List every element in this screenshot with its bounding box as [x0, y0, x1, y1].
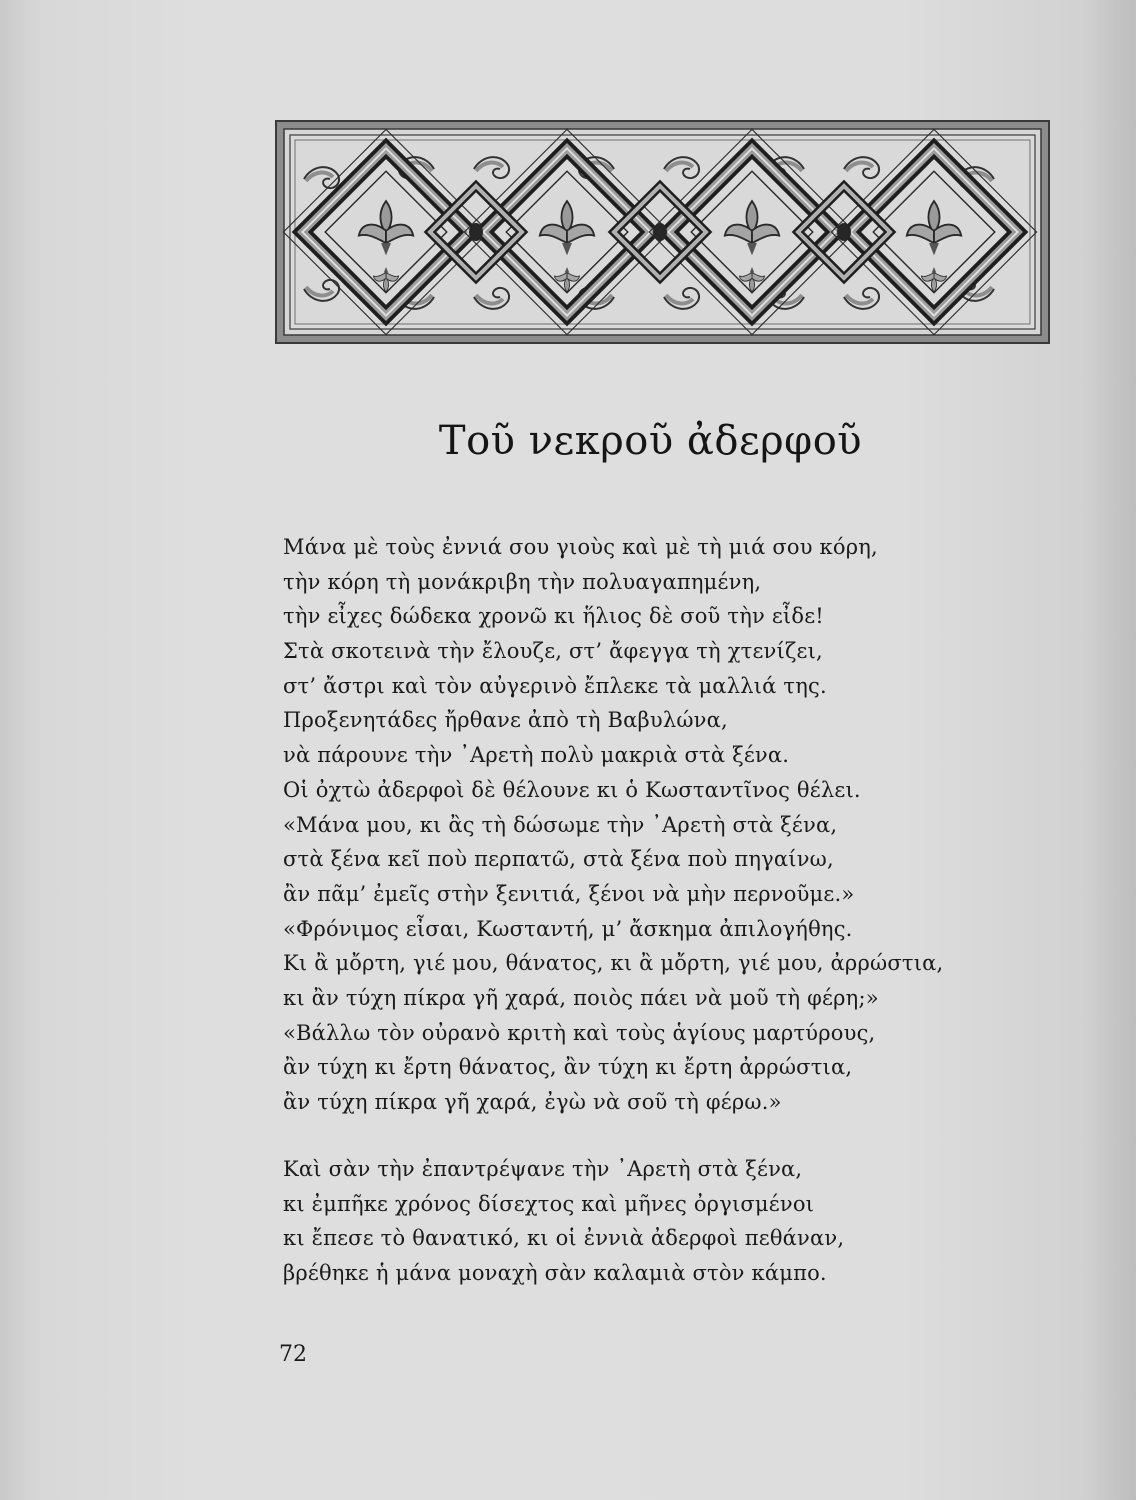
poem-title: Τοῦ νεκροῦ ἀδερφοῦ	[438, 418, 863, 464]
poem-line: «Μάνα μου, κι ἂς τὴ δώσωμε τὴν ᾿Αρετὴ στὰ ξένα,	[283, 812, 838, 837]
poem-line: κι ἐμπῆκε χρόνος δίσεχτος καὶ μῆνες ὀργισμένοι	[283, 1191, 815, 1216]
poem-line: Στὰ σκοτεινὰ τὴν ἔλουζε, στ’ ἄφεγγα τὴ χτενίζει,	[283, 639, 823, 664]
interlaced-diamond-band-ornament	[274, 119, 1051, 345]
poem-line: νὰ πάρουνε τὴν ᾿Αρετὴ πολὺ μακριὰ στὰ ξένα.	[283, 743, 790, 768]
poem-line: ἂν τύχη πίκρα γῆ χαρά, ἐγὼ νὰ σοῦ τὴ φέρω.»	[283, 1090, 782, 1114]
poem-line: βρέθηκε ἡ μάνα μοναχὴ σὰν καλαμιὰ στὸν κάμπο.	[283, 1261, 827, 1286]
poem-line: «Βάλλω τὸν οὐρανὸ κριτὴ καὶ τοὺς ἁγίους μαρτύρους,	[283, 1020, 876, 1045]
poem-line: Καὶ σὰν τὴν ἐπαντρέψανε τὴν ᾿Αρετὴ στὰ ξένα,	[283, 1157, 803, 1181]
poem-line: Οἱ ὀχτὼ ἀδερφοὶ δὲ θέλουνε κι ὁ Κωσταντῖνος θέλει.	[283, 777, 861, 802]
poem-line: κι ἔπεσε τὸ θανατικό, κι οἱ ἐννιὰ ἀδερφοὶ πεθάναν,	[283, 1226, 845, 1251]
poem-line: κι ἂν τύχη πίκρα γῆ χαρά, ποιὸς πάει νὰ μοῦ τὴ φέρη;»	[283, 985, 879, 1010]
poem-line: στ’ ἄστρι καὶ τὸν αὐγερινὸ ἔπλεκε τὰ μαλλιά της.	[283, 673, 827, 698]
poem-line: τὴν εἶχες δώδεκα χρονῶ κι ἥλιος δὲ σοῦ τὴν εἶδε!	[283, 604, 824, 629]
poem-line: «Φρόνιμος εἶσαι, Κωσταντή, μ’ ἄσκημα ἀπιλογήθης.	[283, 916, 853, 941]
poem-line: στὰ ξένα κεῖ ποὺ περπατῶ, στὰ ξένα ποὺ πηγαίνω,	[283, 847, 834, 872]
page-number: 72	[279, 1342, 307, 1367]
poem-line: Προξενητάδες ἤρθανε ἀπὸ τὴ Βαβυλώνα,	[283, 708, 728, 733]
poem-line: Κι ἂ μὄρτη, γιέ μου, θάνατος, κι ἂ μὄρτη, γιέ μου, ἀρρώστια,	[283, 951, 944, 976]
poem-line: τὴν κόρη τὴ μονάκριβη τὴν πολυαγαπημένη,	[283, 569, 762, 594]
poem-line: ἂν τύχη κι ἔρτη θάνατος, ἂν τύχη κι ἔρτη ἀρρώστια,	[283, 1055, 853, 1080]
poem-line: Μάνα μὲ τοὺς ἐννιά σου γιοὺς καὶ μὲ τὴ μιά σου κόρη,	[283, 535, 878, 559]
poem-stanza-2	[283, 1152, 844, 1291]
poem-stanza-1	[283, 530, 943, 1120]
poem-line: ἂν πᾶμ’ ἐμεῖς στὴν ξενιτιά, ξένοι νὰ μὴν περνοῦμε.»	[283, 881, 855, 906]
